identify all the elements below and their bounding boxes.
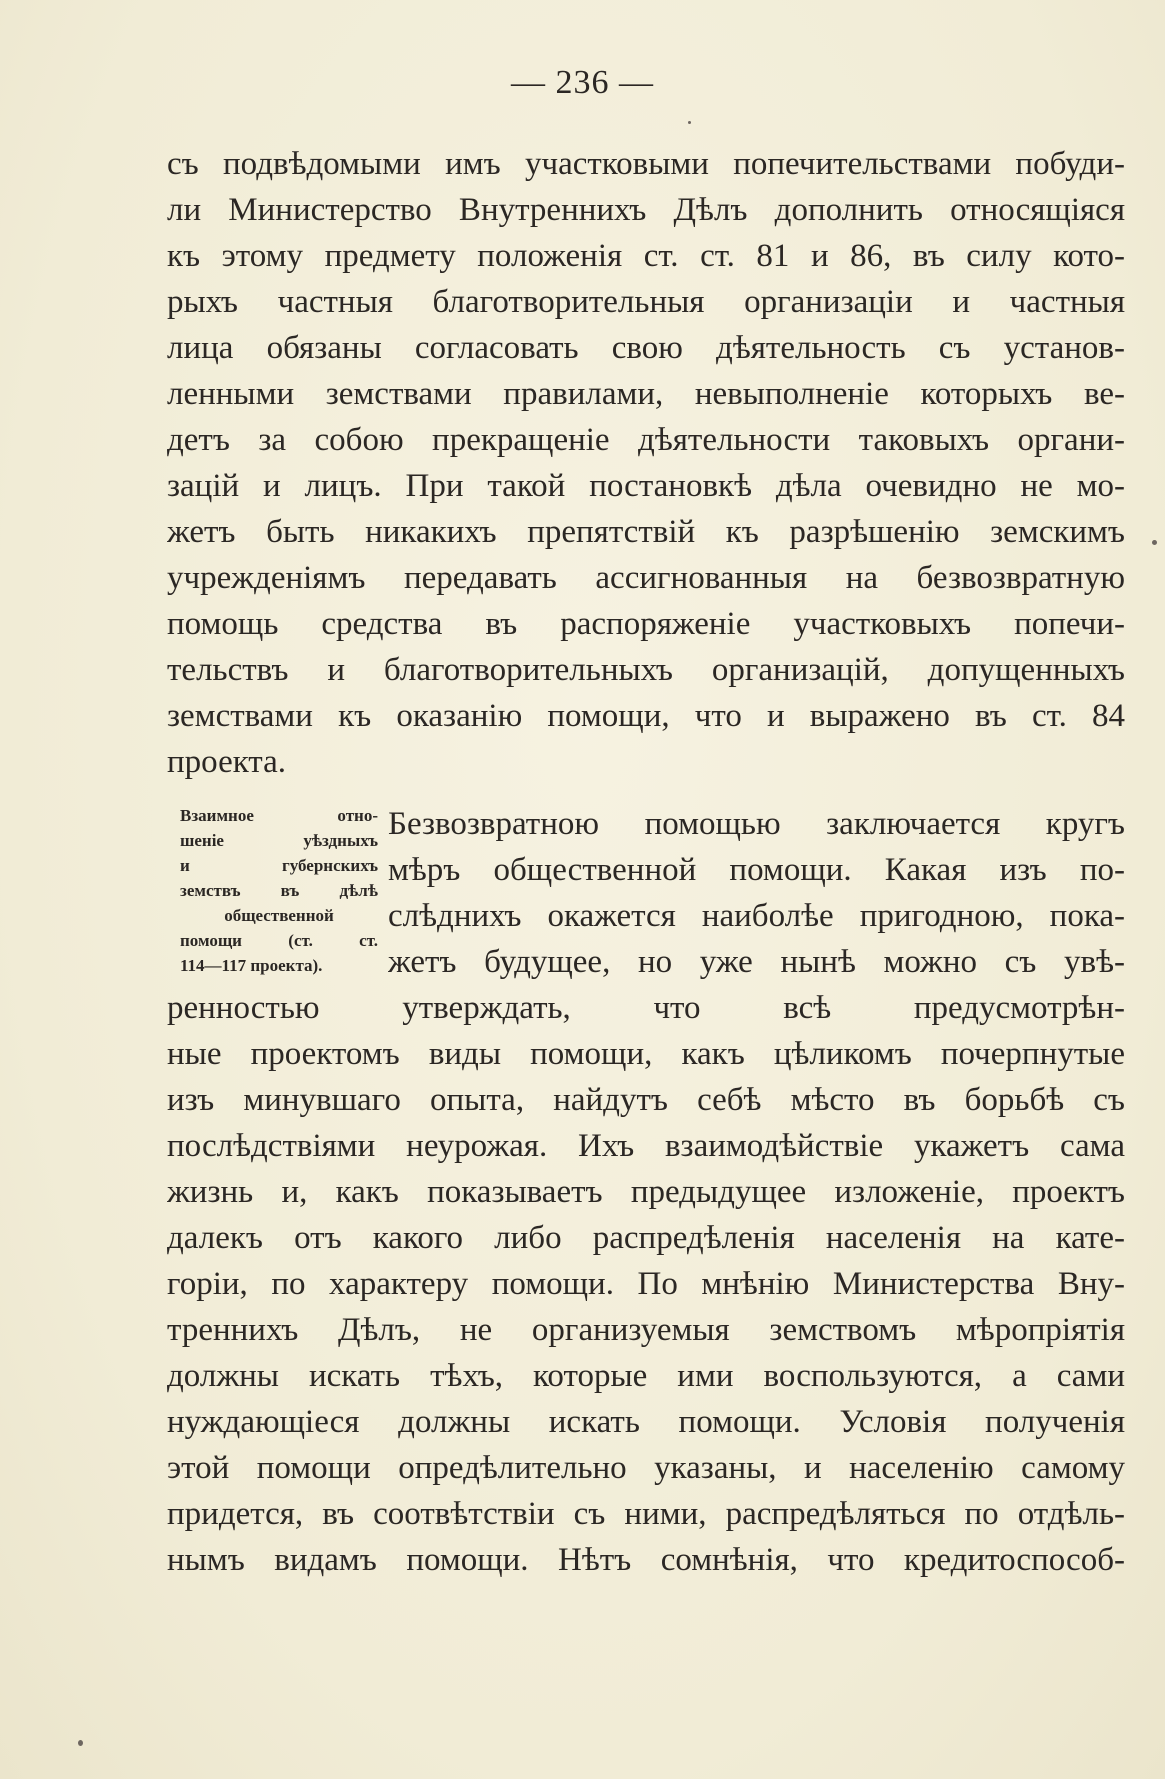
- page-number: — 236 —: [511, 64, 654, 101]
- text-line: съ подвѣдомыми имъ участковыми попечительствами побуди-: [167, 146, 1125, 182]
- text-line: тельствъ и благотворительныхъ организацій, допущенныхъ: [167, 652, 1125, 688]
- text-line: Безвозвратною помощью заключается кругъ: [388, 806, 1125, 842]
- text-line: проекта.: [167, 744, 287, 780]
- text-line: помощь средства въ распоряженіе участковыхъ попечи-: [167, 606, 1125, 642]
- text-line: рыхъ частныя благотворительныя организаціи и частныя: [167, 284, 1125, 320]
- text-line: изъ минувшаго опыта, найдутъ себѣ мѣсто въ борьбѣ съ: [167, 1082, 1125, 1118]
- text-line: нуждающіеся должны искать помощи. Условія полученія: [167, 1404, 1125, 1440]
- text-line: нымъ видамъ помощи. Нѣтъ сомнѣнія, что кредитоспособ-: [167, 1542, 1125, 1578]
- margin-note-line: общественной: [224, 906, 334, 925]
- text-line: земствами къ оказанію помощи, что и выражено въ ст. 84: [167, 698, 1125, 734]
- text-line: ренностью утверждать, что всѣ предусмотрѣн-: [167, 990, 1125, 1026]
- text-line: горіи, по характеру помощи. По мнѣнію Министерства Вну-: [167, 1266, 1125, 1302]
- text-line: зацій и лицъ. При такой постановкѣ дѣла очевидно не мо-: [167, 468, 1125, 504]
- text-line: жетъ быть никакихъ препятствій къ разрѣшенію земскимъ: [167, 514, 1125, 550]
- margin-note-line: 114—117 проекта).: [180, 956, 323, 975]
- text-line: ные проектомъ виды помощи, какъ цѣликомъ почерпнутые: [167, 1036, 1125, 1072]
- paper-speck: [78, 1740, 83, 1746]
- text-line: детъ за собою прекращеніе дѣятельности таковыхъ органи-: [167, 422, 1125, 458]
- paper-speck: [1152, 540, 1157, 545]
- paper-speck: [688, 121, 691, 124]
- text-line: слѣднихъ окажется наиболѣе пригодною, пока-: [388, 898, 1125, 934]
- margin-note-line: земствъ въ дѣлѣ: [180, 881, 378, 900]
- text-line: ленными земствами правилами, невыполненіе которыхъ ве-: [167, 376, 1125, 412]
- margin-note: [180, 803, 378, 978]
- text-line: мѣръ общественной помощи. Какая изъ по-: [388, 852, 1125, 888]
- text-line: жетъ будущее, но уже нынѣ можно съ увѣ-: [388, 944, 1125, 980]
- margin-note-line: шеніе уѣздныхъ: [180, 831, 378, 850]
- text-line: треннихъ Дѣлъ, не организуемыя земствомъ мѣропріятія: [167, 1312, 1125, 1348]
- text-line: придется, въ соотвѣтствіи съ ними, распредѣляться по отдѣль-: [167, 1496, 1125, 1532]
- text-line: должны искать тѣхъ, которые ими воспользуются, а сами: [167, 1358, 1125, 1394]
- margin-note-line: помощи (ст. ст.: [180, 931, 378, 950]
- margin-note-line: и губернскихъ: [180, 856, 378, 875]
- text-line: жизнь и, какъ показываетъ предыдущее изложеніе, проектъ: [167, 1174, 1125, 1210]
- text-line: лица обязаны согласовать свою дѣятельность съ установ-: [167, 330, 1125, 366]
- text-line: послѣдствіями неурожая. Ихъ взаимодѣйствіе укажетъ сама: [167, 1128, 1125, 1164]
- text-line: далекъ отъ какого либо распредѣленія населенія на кате-: [167, 1220, 1125, 1256]
- text-line: ли Министерство Внутреннихъ Дѣлъ дополнить относящіяся: [167, 192, 1125, 228]
- text-line: учрежденіямъ передавать ассигнованныя на безвозвратную: [167, 560, 1125, 596]
- text-line: къ этому предмету положенія ст. ст. 81 и 86, въ силу кото-: [167, 238, 1125, 274]
- text-line: этой помощи опредѣлительно указаны, и населенію самому: [167, 1450, 1125, 1486]
- margin-note-line: Взаимное отно-: [180, 806, 378, 825]
